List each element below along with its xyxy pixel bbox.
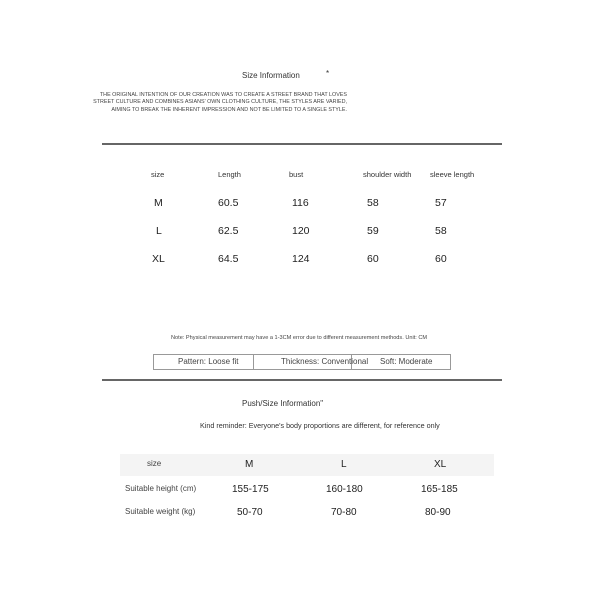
push-title: Push/Size Information" [242, 399, 324, 408]
col-header-size: size [151, 170, 165, 179]
row-size: M [154, 197, 163, 209]
cell: 58 [435, 225, 447, 237]
cell: 120 [292, 225, 310, 237]
divider [102, 379, 502, 381]
cell: 80-90 [425, 507, 451, 518]
col-header-bust: bust [289, 170, 304, 179]
col-header-shoulder: shoulder width [363, 170, 412, 179]
row-label-height: Suitable height (cm) [125, 484, 197, 493]
col-header-sleeve: sleeve length [430, 170, 475, 179]
cell: 60.5 [218, 197, 239, 209]
cell: 58 [367, 197, 379, 209]
col-header-length: Length [218, 170, 241, 179]
cell: 57 [435, 197, 447, 209]
cell: 124 [292, 253, 310, 265]
attribute-soft: Soft: Moderate [380, 357, 433, 366]
cell: 64.5 [218, 253, 239, 265]
measurement-note: Note: Physical measurement may have a 1-3CM error due to different measurement methods. Unit: CM [171, 335, 428, 341]
size-info-title: Size Information [242, 71, 300, 80]
row-size: XL [152, 253, 165, 265]
cell: 155-175 [232, 484, 269, 495]
cell: 59 [367, 225, 379, 237]
kind-reminder: Kind reminder: Everyone's body proportions are different, for reference only [200, 421, 440, 430]
brand-intro: THE ORIGINAL INTENTION OF OUR CREATION WAS TO CREATE A STREET BRAND THAT LOVES STREET CULTURE AND COMBINES ASIANS' OWN CLOTHING CULTURE, THE STYLES ARE VARIED, AIMING TO BREAK THE INHERENT IMPRESSION AND NOT BE LIMITED TO A SINGLE STYLE. [93, 92, 347, 113]
divider [102, 143, 502, 145]
cell: 116 [292, 197, 309, 209]
cell: 60 [435, 253, 447, 265]
col-header-m: M [245, 459, 254, 470]
asterisk-mark: * [326, 69, 330, 78]
col-header-l: L [341, 459, 347, 470]
attributes-box [153, 354, 451, 370]
attribute-thickness: Thickness: Conventional [281, 357, 369, 366]
cell: 62.5 [218, 225, 239, 237]
cell: 160-180 [326, 484, 363, 495]
col-header-size: size [147, 459, 162, 468]
attribute-pattern: Pattern: Loose fit [178, 357, 239, 366]
col-header-xl: XL [434, 459, 447, 470]
row-label-weight: Suitable weight (kg) [125, 507, 196, 516]
cell: 50-70 [237, 507, 263, 518]
cell-divider [253, 355, 254, 369]
cell: 60 [367, 253, 379, 265]
cell: 165-185 [421, 484, 458, 495]
cell: 70-80 [331, 507, 357, 518]
row-size: L [156, 225, 162, 237]
